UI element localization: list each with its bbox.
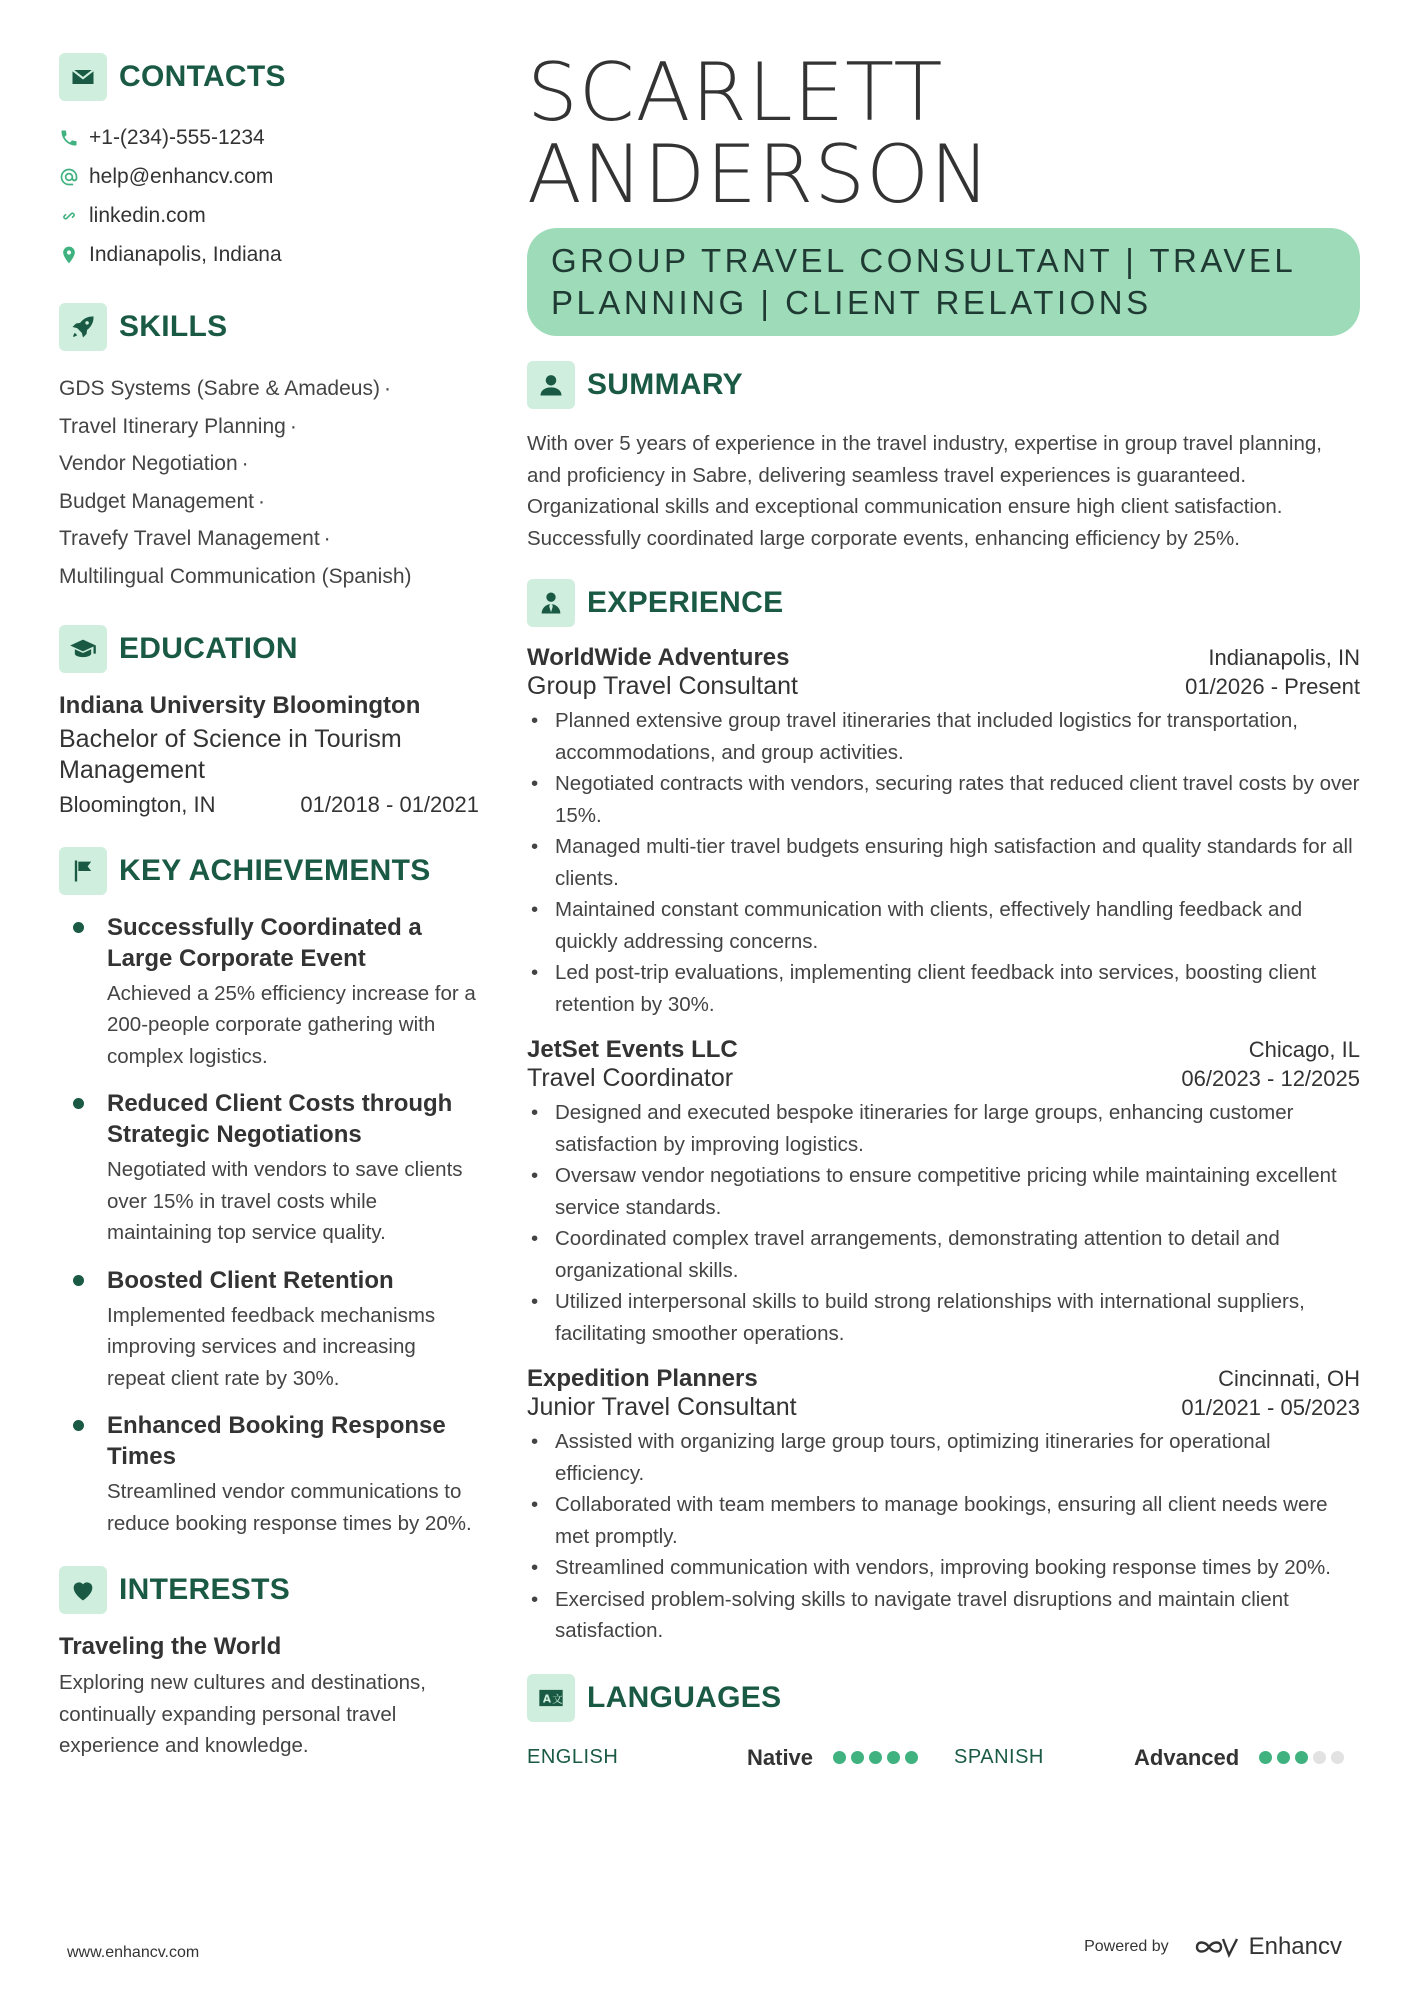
job-company: Expedition Planners [527,1365,758,1392]
experience-title: EXPERIENCE [587,586,784,619]
contact-location [59,235,479,274]
job-role-row [527,672,1360,701]
achievements-header [59,846,479,896]
location-text: Indianapolis, Indiana [89,242,282,266]
job-bullet: • Coordinated complex travel arrangements, demonstrating attention to detail and organizational skills. [527,1223,1360,1286]
full-name [527,46,1360,221]
summary-header [527,360,1360,410]
job-role: Travel Coordinator [527,1064,734,1092]
contacts-list [59,118,479,274]
bullet-dot [73,1420,84,1431]
skill-item: Travel Itinerary Planning · [59,414,297,438]
job-role: Junior Travel Consultant [527,1393,797,1421]
tagline-text: GROUP TRAVEL CONSULTANT | TRAVEL PLANNING | CLIENT RELATIONS [551,242,1296,321]
education-school: Indiana University Bloomington [59,691,421,719]
footer-powered [1084,1933,1342,1961]
language-level: Advanced [1134,1744,1240,1770]
job-bullets [527,705,1360,1020]
interests-header [59,1565,479,1615]
job-location: Cincinnati, OH [1218,1366,1360,1391]
achievement-item [59,1265,479,1395]
powered-by-text: Powered by [1084,1938,1169,1955]
contact-linkedin[interactable] [59,196,479,235]
left-column [59,52,479,1762]
envelope-icon [59,53,107,101]
rating-dot [887,1751,900,1764]
rocket-icon [59,303,107,351]
skills-list [59,370,479,596]
link-icon [59,206,79,226]
summary-text: With over 5 years of experience in the travel industry, expertise in group travel planning, and proficiency in Sabre, delivering seamless travel experiences is guaranteed. Organizational skills and exceptional communication ensure high client satisfaction. Successfully coordinated large corporate events, enhancing efficiency by 25%. [527,432,1322,550]
job-bullet: • Managed multi-tier travel budgets ensuring high satisfaction and quality standards for all clients. [527,831,1360,894]
achievement-desc: Negotiated with vendors to save clients over 15% in travel costs while maintaining top service quality. [107,1158,463,1245]
first-name: SCARLETT [527,46,944,139]
rating-dot [1313,1751,1326,1764]
languages-row [527,1745,1360,1771]
education-location: Bloomington, IN [59,791,216,817]
job-bullets [527,1426,1360,1647]
right-column [527,46,1360,1771]
job-location: Indianapolis, IN [1208,645,1360,670]
phone-icon [59,128,79,148]
education-title: EDUCATION [119,631,298,665]
job-entry [527,1036,1360,1349]
job-company: WorldWide Adventures [527,644,790,671]
skill-item: Vendor Negotiation · [59,452,249,476]
businessman-icon [527,579,575,627]
job-header-row [527,1036,1360,1064]
phone-text: +1-(234)-555-1234 [89,125,265,149]
interest-desc: Exploring new cultures and destinations, continually expanding personal travel experience and knowledge. [59,1671,426,1758]
job-role-row [527,1064,1360,1093]
rating-dot [1259,1751,1272,1764]
brand-name: Enhancv [1248,1933,1342,1960]
job-bullet: • Assisted with organizing large group tours, optimizing itineraries for operational efficiency. [527,1426,1360,1489]
rating-dot [1277,1751,1290,1764]
job-dates: 01/2021 - 05/2023 [1181,1395,1360,1420]
skill-item: Budget Management · [59,489,265,513]
job-bullet: • Streamlined communication with vendors, improving booking response times by 20%. [527,1552,1360,1584]
skills-title: SKILLS [119,310,228,343]
language-name: SPANISH [954,1746,1044,1768]
user-icon [527,361,575,409]
rating-dot [1295,1751,1308,1764]
skill-item: GDS Systems (Sabre & Amadeus) · [59,377,391,400]
skills-header [59,302,479,352]
education-dates: 01/2018 - 01/2021 [300,791,479,817]
languages-title: LANGUAGES [587,1680,782,1714]
email-text: help@enhancv.com [89,164,274,188]
job-bullet: • Planned extensive group travel itineraries that included logistics for transportation, accommodations, and group activities. [527,705,1360,768]
contacts-header [59,52,479,102]
job-role: Group Travel Consultant [527,672,798,700]
achievements-list [59,912,479,1540]
job-company: JetSet Events LLC [527,1036,738,1063]
language-icon [527,1674,575,1722]
summary-title: SUMMARY [587,368,743,401]
svg-text:文: 文 [552,1693,563,1706]
bullet-dot [73,1098,84,1109]
job-bullet: • Negotiated contracts with vendors, securing rates that reduced client travel costs by over 15%. [527,768,1360,831]
job-bullet: • Led post-trip evaluations, implementing client feedback into services, boosting client retention by 30%. [527,957,1360,1020]
achievement-desc: Implemented feedback mechanisms improving services and increasing repeat client rate by 30%. [107,1303,436,1390]
tagline-box [527,228,1360,336]
map-pin-icon [59,245,79,265]
education-degree: Bachelor of Science in Tourism Management [59,724,402,784]
interests-title: INTERESTS [119,1573,291,1607]
language-rating [1259,1751,1344,1764]
rating-dot [1331,1751,1344,1764]
job-role-row [527,1393,1360,1422]
brand-logo[interactable] [1193,1933,1342,1961]
bullet-dot [73,1275,84,1286]
contact-email[interactable] [59,157,479,196]
contacts-title: CONTACTS [119,60,286,93]
job-entry [527,1365,1360,1647]
job-dates: 01/2026 - Present [1185,674,1360,699]
achievement-desc: Streamlined vendor communications to reduce booking response times by 20%. [107,1480,472,1535]
job-bullet: • Utilized interpersonal skills to build strong relationships with international suppliers, facilitating smoother operations. [527,1286,1360,1349]
job-entry [527,644,1360,1020]
job-bullet: • Collaborated with team members to manage bookings, ensuring all client needs were met promptly. [527,1489,1360,1552]
achievement-item [59,1088,479,1249]
linkedin-text: linkedin.com [89,203,206,227]
job-dates: 06/2023 - 12/2025 [1181,1066,1360,1091]
achievement-title: Boosted Client Retention [107,1266,394,1294]
language-name: ENGLISH [527,1746,619,1768]
job-bullet: • Maintained constant communication with clients, effectively handling feedback and quickly addressing concerns. [527,894,1360,957]
enhancv-logo-icon [1193,1933,1241,1961]
job-bullets [527,1097,1360,1349]
achievement-title: Successfully Coordinated a Large Corporate Event [107,913,422,972]
achievements-title: KEY ACHIEVEMENTS [119,853,431,887]
job-location: Chicago, IL [1248,1037,1360,1062]
achievement-item [59,912,479,1073]
languages-header [527,1673,1360,1723]
interest-title: Traveling the World [59,1633,282,1661]
job-bullet: • Designed and executed bespoke itineraries for large groups, enhancing customer satisfaction by improving logistics. [527,1097,1360,1160]
achievement-title: Reduced Client Costs through Strategic Negotiations [107,1090,453,1149]
education-meta [59,792,479,818]
rating-dot [833,1751,846,1764]
achievement-desc: Achieved a 25% efficiency increase for a 200-people corporate gathering with complex logistics. [107,981,476,1068]
rating-dot [869,1751,882,1764]
job-bullet: • Exercised problem-solving skills to navigate travel disruptions and maintain client satisfaction. [527,1584,1360,1647]
flag-icon [59,847,107,895]
language-level: Native [747,1744,814,1770]
graduation-cap-icon [59,625,107,673]
job-bullet: • Oversaw vendor negotiations to ensure competitive pricing while maintaining excellent service standards. [527,1160,1360,1223]
bullet-dot [73,922,84,933]
rating-dot [851,1751,864,1764]
last-name: ANDERSON [527,128,991,221]
job-header-row [527,644,1360,672]
at-icon [59,167,79,187]
heart-icon [59,1566,107,1614]
skill-item: Multilingual Communication (Spanish) [59,564,412,588]
achievement-title: Enhanced Booking Response Times [107,1412,446,1471]
contact-phone[interactable] [59,118,479,157]
experience-header [527,578,1360,628]
language-rating [833,1751,918,1764]
education-header [59,624,479,674]
job-header-row [527,1365,1360,1393]
rating-dot [905,1751,918,1764]
svg-text:A: A [542,1693,551,1706]
achievement-item [59,1410,479,1539]
skill-item: Travefy Travel Management · [59,527,331,551]
footer-website[interactable]: www.enhancv.com [67,1944,200,1961]
